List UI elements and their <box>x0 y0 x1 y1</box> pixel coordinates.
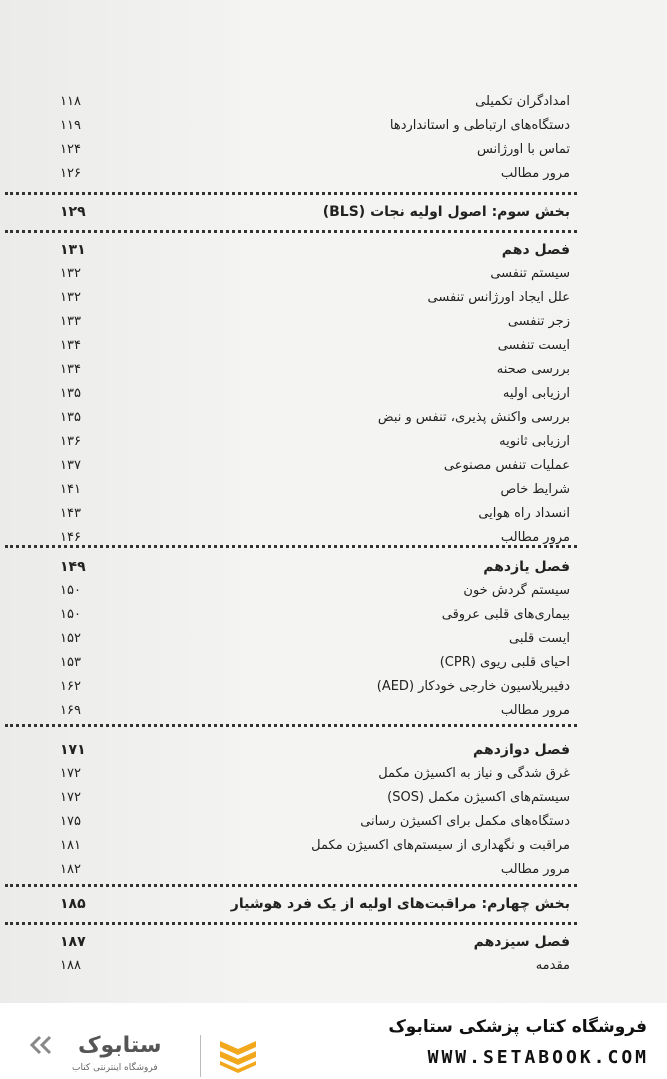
toc-entry <box>60 358 580 382</box>
store-name: فروشگاه کتاب پزشکی ستابوک <box>388 1017 647 1037</box>
toc-entry <box>60 699 580 723</box>
toc-entry-page: ۱۴۱ <box>60 482 81 497</box>
toc-entry-page: ۱۳۳ <box>60 314 81 329</box>
toc-entry-title: احیای قلبی ریوی (CPR) <box>439 655 570 670</box>
store-url-link[interactable]: WWW.SETABOOK.COM <box>427 1047 649 1068</box>
toc-entry <box>60 90 580 114</box>
toc-entry-title: بخش چهارم: مراقبت‌های اولیه از یک فرد هوشیار <box>230 896 570 912</box>
toc-entry <box>60 430 580 454</box>
toc-entry-page: ۱۸۱ <box>60 838 81 853</box>
toc-entry <box>60 627 580 651</box>
toc-entry-title: امدادگران تکمیلی <box>475 94 570 109</box>
toc-entry-page: ۱۳۲ <box>60 290 81 305</box>
toc-entry-page: ۱۶۹ <box>60 703 81 718</box>
toc-entry-title: فصل دوازدهم <box>473 742 570 758</box>
dotted-divider <box>5 545 577 548</box>
toc-entry <box>60 651 580 675</box>
toc-entry-title: عملیات تنفس مصنوعی <box>443 458 570 473</box>
toc-entry <box>60 310 580 334</box>
toc-entry <box>60 810 580 834</box>
toc-entry <box>60 286 580 310</box>
toc-entry-title: سیستم گردش خون <box>463 583 570 598</box>
toc-entry-title: زجر تنفسی <box>507 314 570 329</box>
dotted-divider <box>5 724 577 727</box>
toc-entry-title: مقدمه <box>535 958 570 973</box>
toc-entry-title: ارزیابی ثانویه <box>499 434 570 449</box>
toc-entry-page: ۱۸۵ <box>60 896 86 912</box>
toc-entry-page: ۱۱۸ <box>60 94 81 109</box>
toc-entry-page: ۱۴۹ <box>60 559 86 575</box>
toc-entry-title: ارزیابی اولیه <box>502 386 570 401</box>
toc-entry-page: ۱۸۲ <box>60 862 81 877</box>
toc-entry <box>60 406 580 430</box>
toc-entry-page: ۱۱۹ <box>60 118 81 133</box>
toc-entry <box>60 954 580 978</box>
book-stack-icon <box>218 1035 258 1073</box>
dotted-divider <box>5 230 577 233</box>
toc-entry-page: ۱۳۵ <box>60 386 81 401</box>
toc-entry-title: مراقبت و نگهداری از سیستم‌های اکسیژن مکمل <box>311 838 570 853</box>
toc-entry-title: انسداد راه هوایی <box>478 506 570 521</box>
toc-entry-title: تماس با اورژانس <box>476 142 570 157</box>
toc-entry-title: بخش سوم: اصول اولیه نجات (BLS) <box>322 204 570 220</box>
toc-entry-page: ۱۷۵ <box>60 814 81 829</box>
toc-entry <box>60 603 580 627</box>
toc-entry-page: ۱۳۵ <box>60 410 81 425</box>
logo-wordmark: ستابوک <box>78 1033 162 1058</box>
store-footer <box>0 1003 667 1079</box>
toc-chapter-heading <box>60 555 580 579</box>
toc-entry-title: بررسی واکنش پذیری، تنفس و نبض <box>377 410 570 425</box>
toc-entry <box>60 334 580 358</box>
toc-chapter-heading <box>60 738 580 762</box>
toc-entry-title: سیستم‌های اکسیژن مکمل (SOS) <box>387 790 570 805</box>
toc-entry <box>60 786 580 810</box>
toc-part-heading <box>60 892 580 916</box>
toc-entry-page: ۱۵۲ <box>60 631 81 646</box>
dotted-divider <box>5 922 577 925</box>
toc-entry <box>60 579 580 603</box>
toc-entry-page: ۱۳۷ <box>60 458 81 473</box>
toc-entry-page: ۱۷۲ <box>60 766 81 781</box>
toc-entry-page: ۱۳۴ <box>60 362 81 377</box>
toc-entry <box>60 114 580 138</box>
toc-entry <box>60 382 580 406</box>
toc-entry-page: ۱۷۲ <box>60 790 81 805</box>
toc-part-heading <box>60 200 580 224</box>
toc-entry-title: فصل یازدهم <box>483 559 570 575</box>
toc-entry-page: ۱۲۹ <box>60 204 86 220</box>
toc-entry-page: ۱۴۳ <box>60 506 81 521</box>
toc-entry-title: غرق شدگی و نیاز به اکسیژن مکمل <box>378 766 570 781</box>
toc-entry-title: شرایط خاص <box>500 482 570 497</box>
toc-entry-page: ۱۷۱ <box>60 742 86 758</box>
toc-entry-page: ۱۴۶ <box>60 530 81 545</box>
toc-entry-title: مرور مطالب <box>500 166 570 181</box>
toc-entry-page: ۱۸۷ <box>60 934 86 950</box>
toc-entry-title: دفیبریلاسیون خارجی خودکار (AED) <box>376 679 570 694</box>
toc-entry-title: دستگاه‌های مکمل برای اکسیژن رسانی <box>360 814 570 829</box>
toc-entry-page: ۱۶۲ <box>60 679 81 694</box>
toc-entry-title: مرور مطالب <box>500 862 570 877</box>
toc-entry <box>60 858 580 882</box>
toc-entry <box>60 138 580 162</box>
toc-entry-title: فصل سیزدهم <box>473 934 570 950</box>
logo-subtitle: فروشگاه اینترنتی کتاب <box>72 1063 158 1073</box>
dotted-divider <box>5 884 577 887</box>
store-logo[interactable] <box>28 1017 248 1073</box>
toc-entry-page: ۱۳۶ <box>60 434 81 449</box>
toc-entry <box>60 675 580 699</box>
toc-entry-title: ایست قلبی <box>508 631 570 646</box>
toc-entry-title: بررسی صحنه <box>496 362 570 377</box>
toc-entry-page: ۱۵۳ <box>60 655 81 670</box>
toc-entry-title: مرور مطالب <box>500 703 570 718</box>
toc-entry <box>60 502 580 526</box>
toc-entry-page: ۱۵۰ <box>60 583 81 598</box>
dotted-divider <box>5 192 577 195</box>
toc-entry <box>60 162 580 186</box>
toc-entry-page: ۱۳۴ <box>60 338 81 353</box>
toc-entry-title: ایست تنفسی <box>497 338 570 353</box>
toc-entry <box>60 762 580 786</box>
chevrons-icon <box>28 1035 54 1055</box>
toc-entry <box>60 454 580 478</box>
toc-entry-title: بیماری‌های قلبی عروقی <box>441 607 570 622</box>
toc-entry-page: ۱۵۰ <box>60 607 81 622</box>
toc-entry-title: مرور مطالب <box>500 530 570 545</box>
toc-entry-title: دستگاه‌های ارتباطی و استانداردها <box>389 118 570 133</box>
toc-entry-title: فصل دهم <box>501 242 570 258</box>
logo-divider <box>200 1035 201 1077</box>
toc-entry <box>60 262 580 286</box>
toc-entry-title: سیستم تنفسی <box>490 266 570 281</box>
toc-chapter-heading <box>60 930 580 954</box>
toc-entry-page: ۱۲۴ <box>60 142 81 157</box>
toc-entry-page: ۱۲۶ <box>60 166 81 181</box>
toc-entry-page: ۱۸۸ <box>60 958 81 973</box>
toc-entry-page: ۱۳۲ <box>60 266 81 281</box>
toc-entry <box>60 478 580 502</box>
toc-entry-title: علل ایجاد اورژانس تنفسی <box>427 290 570 305</box>
toc-entry-page: ۱۳۱ <box>60 242 86 258</box>
toc-entry <box>60 834 580 858</box>
toc-chapter-heading <box>60 238 580 262</box>
